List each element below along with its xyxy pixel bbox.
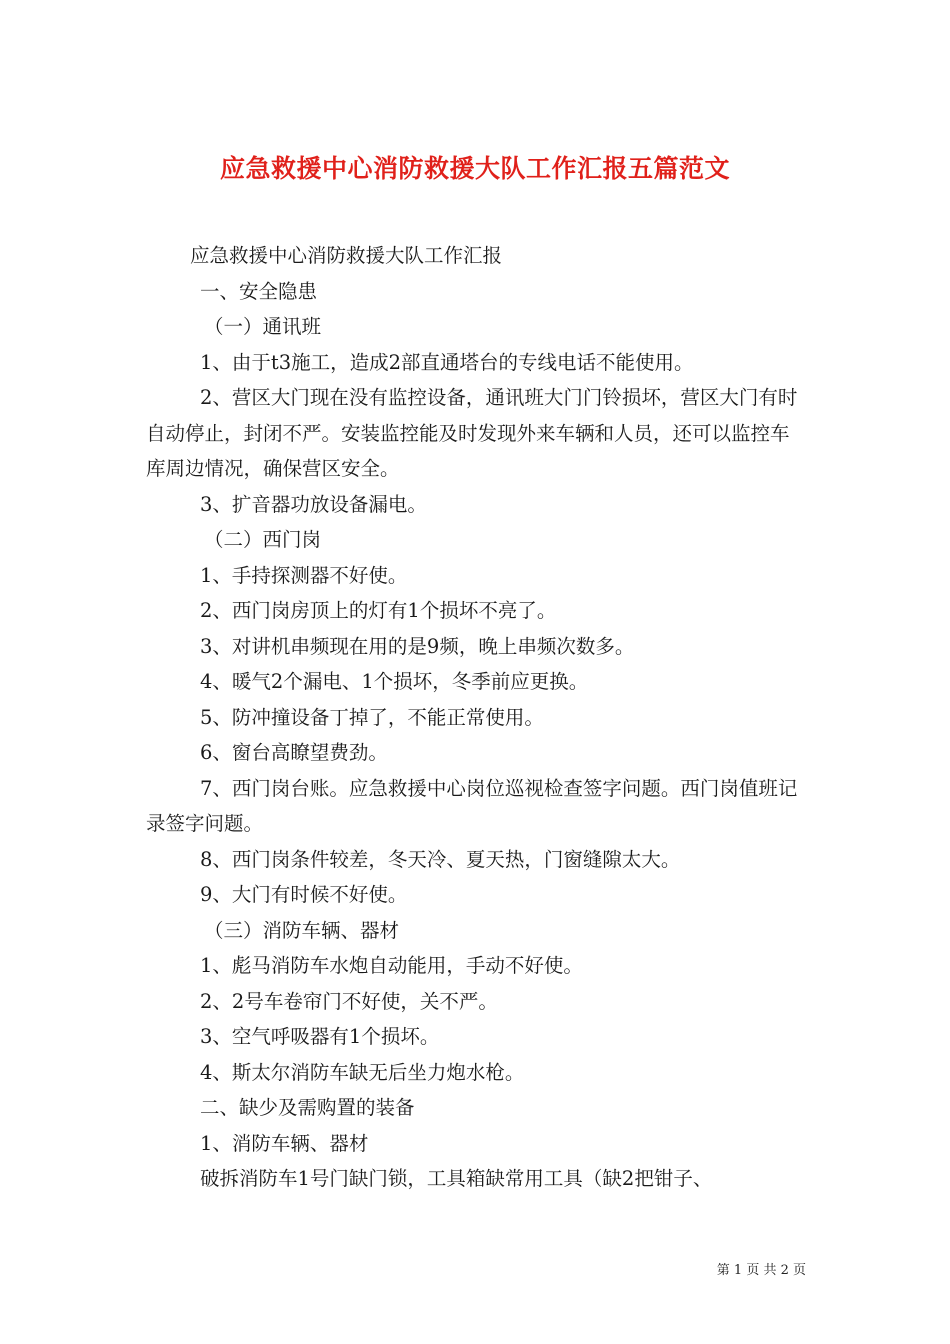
page-number: 第 1 页 共 2 页 (716, 1263, 806, 1278)
list-item: 4、斯太尔消防车缺无后坐力炮水枪。 (200, 1060, 525, 1084)
paragraph: 破拆消防车1号门缺门锁，工具箱缺常用工具（缺2把钳子、 (200, 1167, 713, 1190)
document-title: 应急救援中心消防救援大队工作汇报五篇范文 (219, 153, 730, 183)
page-footer (0, 1259, 806, 1278)
list-item: 1、由于t3施工，造成2部直通塔台的专线电话不能使用。 (200, 350, 694, 374)
list-item: 2、2号车卷帘门不好使，关不严。 (200, 989, 498, 1013)
list-item: 3、空气呼吸器有1个损坏。 (200, 1025, 440, 1048)
subsection-heading: （三）消防车辆、器材 (204, 918, 400, 942)
subsection-heading: （一）通讯班 (204, 315, 322, 338)
list-item: 1、消防车辆、器材 (200, 1131, 369, 1155)
list-item: 2、营区大门现在没有监控设备，通讯班大门门铃损坏，营区大门有时自动停止，封闭不严。安装监控能及时发现外来车辆和人员，还可以监控车库周边情况，确保营区安全。 (146, 386, 798, 480)
list-item: 3、对讲机串频现在用的是9频，晚上串频次数多。 (200, 634, 635, 658)
list-item: 9、大门有时候不好使。 (200, 883, 408, 906)
section-heading: 二、缺少及需购置的装备 (200, 1096, 415, 1119)
list-item: 1、手持探测器不好使。 (200, 563, 408, 587)
section-heading: 一、安全隐患 (200, 279, 318, 303)
document-body (146, 238, 806, 1197)
list-item: 3、扩音器功放设备漏电。 (200, 492, 427, 516)
list-item: 7、西门岗台账。应急救援中心岗位巡视检查签字问题。西门岗值班记录签字问题。 (146, 776, 798, 835)
list-item: 5、防冲撞设备丁掉了，不能正常使用。 (200, 705, 544, 729)
list-item: 6、窗台高瞭望费劲。 (200, 741, 388, 764)
list-item: 4、暖气2个漏电、1个损坏，冬季前应更换。 (200, 670, 589, 693)
list-item: 8、西门岗条件较差，冬天冷、夏天热，门窗缝隙太大。 (200, 847, 681, 871)
list-item: 1、彪马消防车水炮自动能用，手动不好使。 (200, 954, 583, 977)
paragraph: 应急救援中心消防救援大队工作汇报 (190, 244, 503, 267)
subsection-heading: （二）西门岗 (204, 528, 322, 551)
list-item: 2、西门岗房顶上的灯有1个损坏不亮了。 (200, 599, 557, 622)
